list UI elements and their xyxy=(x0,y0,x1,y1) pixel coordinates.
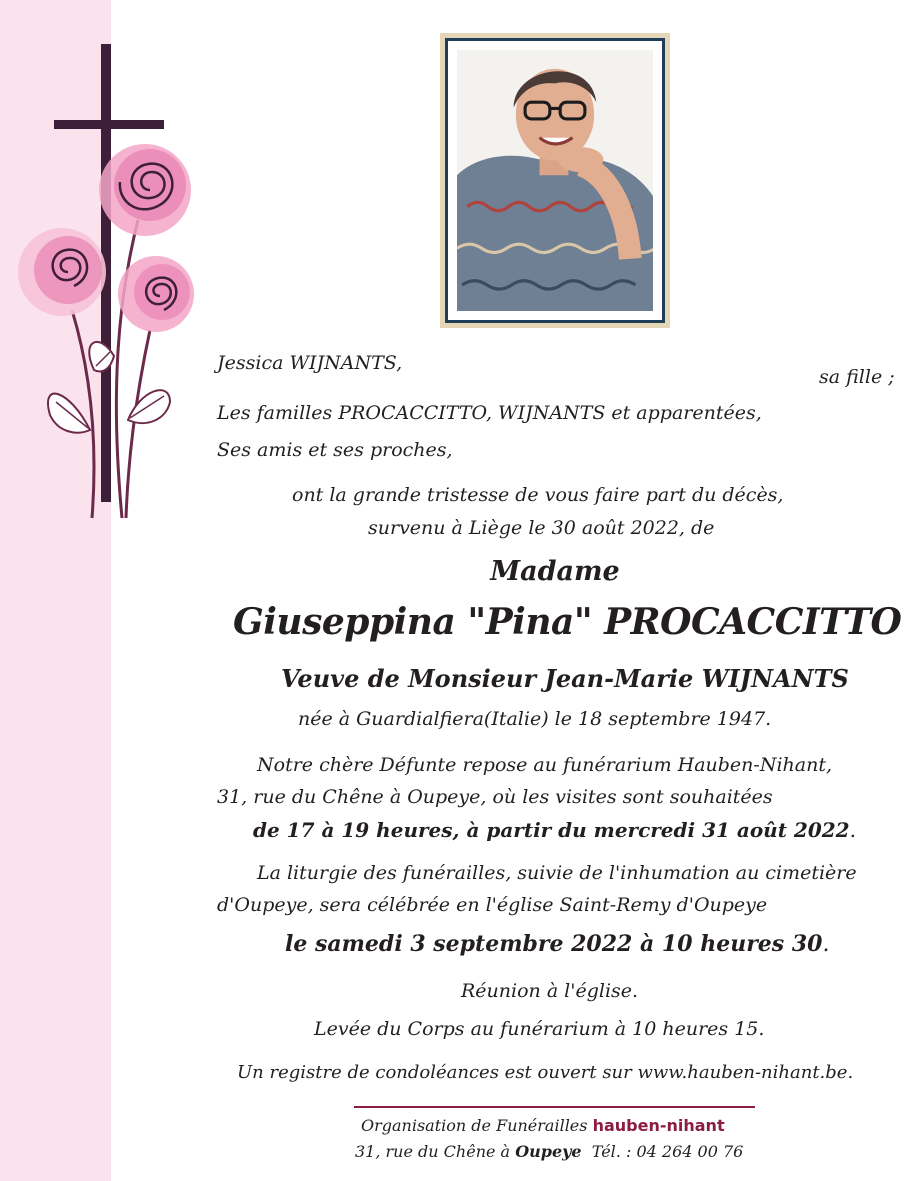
cross-roses-illustration xyxy=(10,40,210,530)
meeting-line: Réunion à l'église. xyxy=(461,980,639,1002)
visits-hours xyxy=(253,818,856,842)
widow-line: Veuve de Monsieur Jean-Marie WIJNANTS xyxy=(281,664,849,693)
footer-phone: Tél. : 04 264 00 76 xyxy=(591,1142,744,1161)
footer-address xyxy=(355,1142,743,1161)
announcement-line-2: survenu à Liège le 30 août 2022, de xyxy=(368,517,715,539)
deceased-title: Madame xyxy=(490,556,620,587)
funeral-line-2: d'Oupeye, sera célébrée en l'église Saint-Remy d'Oupeye xyxy=(217,894,768,916)
deceased-name: Giuseppina "Pina" PROCACCITTO xyxy=(233,601,902,643)
funeral-date-bold: le samedi 3 septembre 2022 à 10 heures 30 xyxy=(285,931,823,957)
footer-org-prefix: Organisation de Funérailles xyxy=(361,1116,588,1135)
visits-line-1: Notre chère Défunte repose au funérarium Hauben-Nihant, xyxy=(257,754,833,776)
daughter-relation: sa fille ; xyxy=(819,366,895,388)
footer-town: Oupeye xyxy=(515,1142,582,1161)
footer-address-prefix: 31, rue du Chêne à xyxy=(355,1142,511,1161)
levee-line: Levée du Corps au funérarium à 10 heures 15. xyxy=(314,1018,765,1040)
families-line: Les familles PROCACCITTO, WIJNANTS et apparentées, xyxy=(217,402,762,424)
visits-hours-bold: de 17 à 19 heures, à partir du mercredi 31 août 2022 xyxy=(253,818,850,842)
daughter-name: Jessica WIJNANTS, xyxy=(217,352,403,374)
funeral-date-end: . xyxy=(822,932,830,957)
funeral-date xyxy=(285,931,829,957)
footer-organisation xyxy=(361,1116,725,1135)
funeral-line-1: La liturgie des funérailles, suivie de l'inhumation au cimetière xyxy=(257,862,857,884)
visits-hours-end: . xyxy=(849,818,856,842)
portrait-photo xyxy=(457,50,653,311)
register-line: Un registre de condoléances est ouvert sur www.hauben-nihant.be. xyxy=(237,1062,854,1083)
footer-rule xyxy=(354,1106,755,1108)
cross-horizontal xyxy=(54,120,164,129)
friends-line: Ses amis et ses proches, xyxy=(217,439,453,461)
announcement-line-1: ont la grande tristesse de vous faire part du décès, xyxy=(292,484,784,506)
footer-brand-logo: hauben-nihant xyxy=(592,1116,725,1135)
visits-line-2: 31, rue du Chêne à Oupeye, où les visites sont souhaitées xyxy=(217,786,773,808)
birth-line: née à Guardialfiera(Italie) le 18 septembre 1947. xyxy=(298,708,772,730)
leaf-icon xyxy=(128,390,170,423)
portrait-frame xyxy=(440,33,670,328)
